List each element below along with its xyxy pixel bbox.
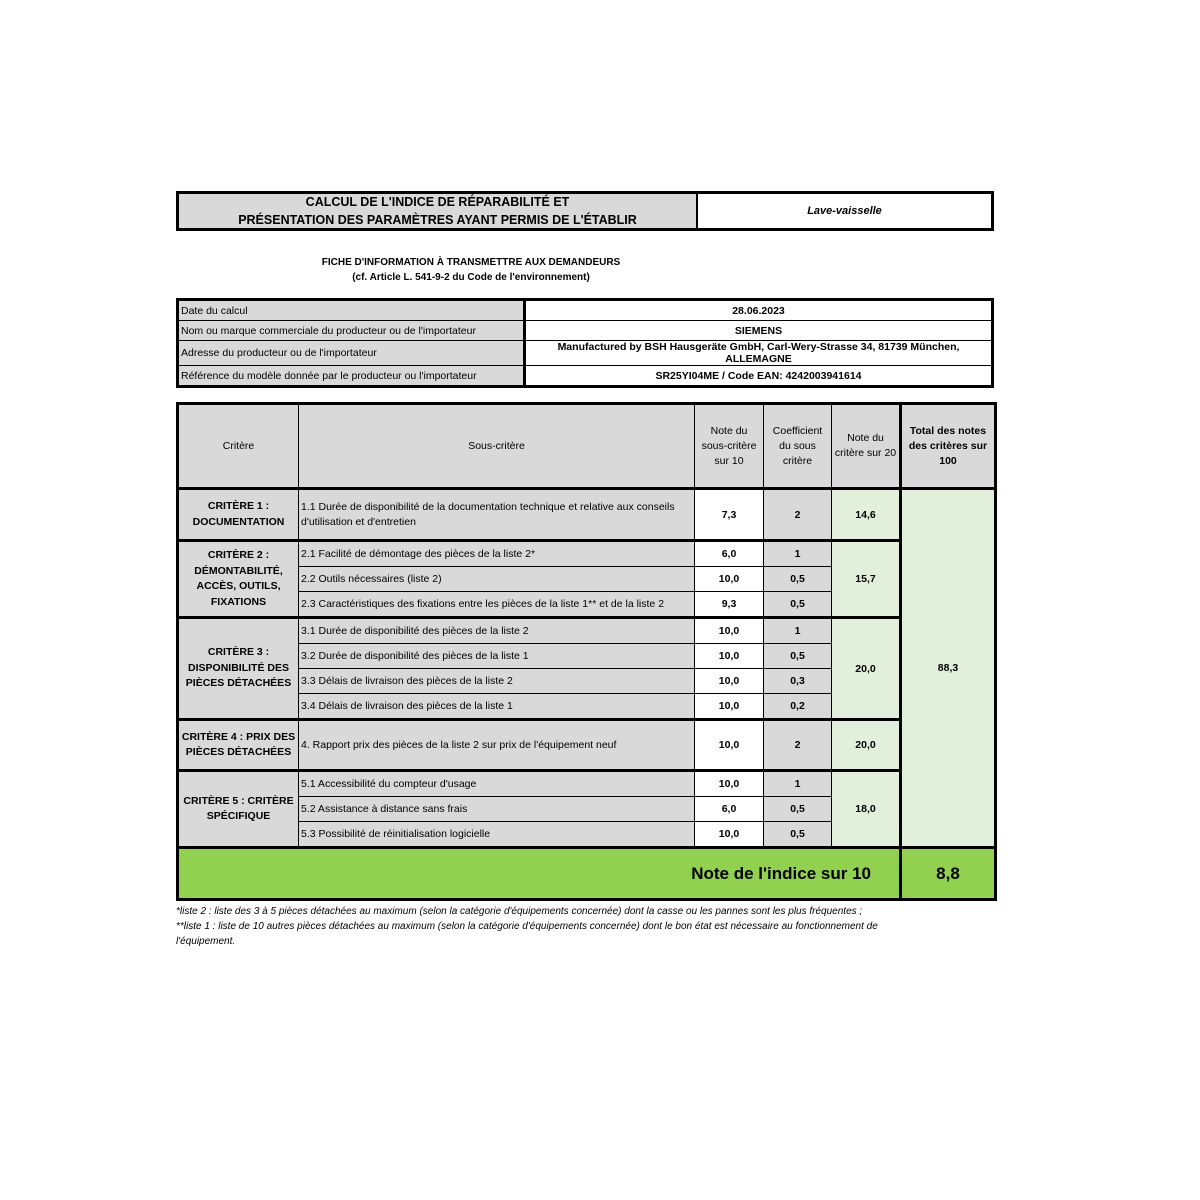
header-title-line1: CALCUL DE L'INDICE DE RÉPARABILITÉ ET <box>305 195 570 209</box>
sub-criterion: 5.2 Assistance à distance sans frais <box>299 797 695 822</box>
total-score: 88,3 <box>901 489 996 848</box>
sub-coef: 1 <box>764 771 832 797</box>
header-title-line2: PRÉSENTATION DES PARAMÈTRES AYANT PERMIS DE L'ÉTABLIR <box>238 213 637 227</box>
info-label: Référence du modèle donnée par le producteur ou l'importateur <box>178 366 525 387</box>
sub-score: 10,0 <box>695 720 764 771</box>
header-title <box>179 194 698 228</box>
table-row <box>178 541 996 567</box>
repairability-sheet <box>176 191 994 949</box>
final-score: 8,8 <box>901 848 996 900</box>
sub-coef: 2 <box>764 489 832 541</box>
info-row <box>178 366 993 387</box>
sub-coef: 0,5 <box>764 592 832 618</box>
sub-criterion: 3.3 Délais de livraison des pièces de la liste 2 <box>299 669 695 694</box>
sub-score: 6,0 <box>695 797 764 822</box>
fiche-line1: FICHE D'INFORMATION À TRANSMETTRE AUX DEMANDEURS <box>321 257 621 268</box>
sub-coef: 2 <box>764 720 832 771</box>
info-label: Nom ou marque commerciale du producteur ou de l'importateur <box>178 321 525 341</box>
header-box <box>176 191 994 231</box>
sub-coef: 0,5 <box>764 644 832 669</box>
sub-criterion: 2.3 Caractéristiques des fixations entre les pièces de la liste 1** et de la liste 2 <box>299 592 695 618</box>
sub-score: 9,3 <box>695 592 764 618</box>
sub-criterion: 3.4 Délais de livraison des pièces de la liste 1 <box>299 694 695 720</box>
col-note-sous: Note du sous-critère sur 10 <box>695 404 764 489</box>
col-coef: Coefficient du sous critère <box>764 404 832 489</box>
criterion-note: 20,0 <box>832 618 901 720</box>
info-row <box>178 341 993 366</box>
sub-criterion: 3.1 Durée de disponibilité des pièces de la liste 2 <box>299 618 695 644</box>
criterion-name: CRITÈRE 4 : PRIX DES PIÈCES DÉTACHÉES <box>178 720 299 771</box>
footnote-liste-2: *liste 2 : liste des 3 à 5 pièces détachées au maximum (selon la catégorie d'équipements concernée) dont la casse ou les pannes sont les plus fréquentes ; <box>176 906 863 917</box>
product-category: Lave-vaisselle <box>807 205 882 217</box>
table-row <box>178 618 996 644</box>
sub-coef: 1 <box>764 618 832 644</box>
col-sous-critere: Sous-critère <box>299 404 695 489</box>
info-value: Manufactured by BSH Hausgeräte GmbH, Carl-Wery-Strasse 34, 81739 München, ALLEMAGNE <box>525 341 993 366</box>
sub-score: 10,0 <box>695 771 764 797</box>
sub-score: 10,0 <box>695 822 764 848</box>
col-total: Total des notes des critères sur 100 <box>901 404 996 489</box>
info-label: Adresse du producteur ou de l'importateur <box>178 341 525 366</box>
sub-score: 10,0 <box>695 694 764 720</box>
criterion-name: CRITÈRE 3 : DISPONIBILITÉ DES PIÈCES DÉTACHÉES <box>178 618 299 720</box>
criterion-note: 18,0 <box>832 771 901 848</box>
info-label: Date du calcul <box>178 300 525 321</box>
final-row <box>178 848 996 900</box>
sub-score: 10,0 <box>695 669 764 694</box>
sub-criterion: 5.3 Possibilité de réinitialisation logicielle <box>299 822 695 848</box>
sub-criterion: 4. Rapport prix des pièces de la liste 2 sur prix de l'équipement neuf <box>299 720 695 771</box>
sub-coef: 0,5 <box>764 797 832 822</box>
sub-score: 10,0 <box>695 644 764 669</box>
sub-score: 10,0 <box>695 618 764 644</box>
info-value: SIEMENS <box>525 321 993 341</box>
fiche-heading <box>176 255 766 285</box>
score-table <box>176 402 997 901</box>
info-value: 28.06.2023 <box>525 300 993 321</box>
col-note-crit: Note du critère sur 20 <box>832 404 901 489</box>
criterion-note: 20,0 <box>832 720 901 771</box>
sub-criterion: 2.1 Facilité de démontage des pièces de la liste 2* <box>299 541 695 567</box>
final-label: Note de l'indice sur 10 <box>178 848 901 900</box>
sub-coef: 0,5 <box>764 822 832 848</box>
sub-coef: 0,2 <box>764 694 832 720</box>
sub-score: 7,3 <box>695 489 764 541</box>
footnote-liste-1: **liste 1 : liste de 10 autres pièces détachées au maximum (selon la catégorie d'équipements concernée) dont le bon état est nécessaire au fonctionnement de l'équipement. <box>176 921 878 947</box>
info-value: SR25YI04ME / Code EAN: 4242003941614 <box>525 366 993 387</box>
score-header-row <box>178 404 996 489</box>
criterion-note: 15,7 <box>832 541 901 618</box>
table-row <box>178 489 996 541</box>
info-row <box>178 321 993 341</box>
sub-criterion: 5.1 Accessibilité du compteur d'usage <box>299 771 695 797</box>
sub-score: 10,0 <box>695 567 764 592</box>
sub-coef: 0,5 <box>764 567 832 592</box>
info-table <box>176 298 994 388</box>
sub-coef: 1 <box>764 541 832 567</box>
sub-criterion: 3.2 Durée de disponibilité des pièces de la liste 1 <box>299 644 695 669</box>
col-critere: Critère <box>178 404 299 489</box>
criterion-name: CRITÈRE 5 : CRITÈRE SPÉCIFIQUE <box>178 771 299 848</box>
fiche-line2: (cf. Article L. 541-9-2 du Code de l'environnement) <box>352 272 590 283</box>
criterion-name: CRITÈRE 1 : DOCUMENTATION <box>178 489 299 541</box>
criterion-name: CRITÈRE 2 : DÉMONTABILITÉ, ACCÈS, OUTILS, FIXATIONS <box>178 541 299 618</box>
footnotes <box>176 904 936 949</box>
table-row <box>178 720 996 771</box>
sub-score: 6,0 <box>695 541 764 567</box>
table-row <box>178 771 996 797</box>
sub-criterion: 1.1 Durée de disponibilité de la documentation technique et relative aux conseils d'utilisation et d'entretien <box>299 489 695 541</box>
criterion-note: 14,6 <box>832 489 901 541</box>
sub-criterion: 2.2 Outils nécessaires (liste 2) <box>299 567 695 592</box>
sub-coef: 0,3 <box>764 669 832 694</box>
info-row <box>178 300 993 321</box>
